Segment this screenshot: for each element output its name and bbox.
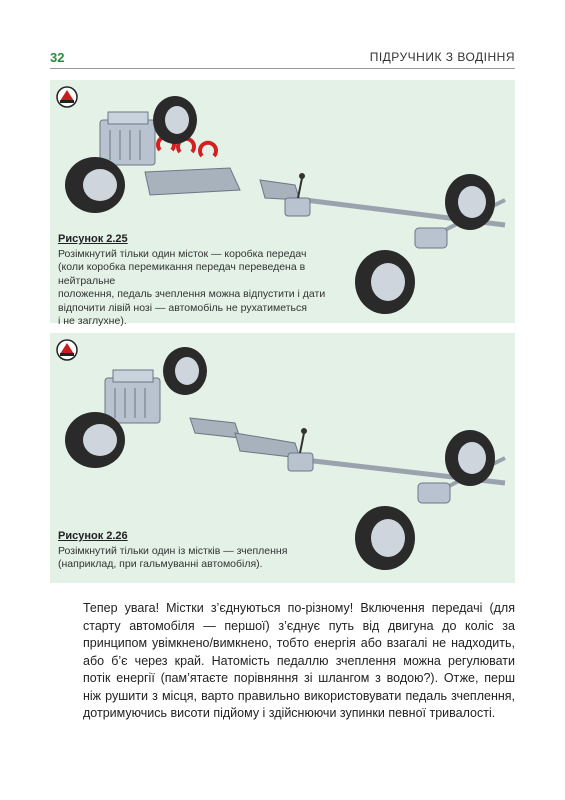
caption-line: положення, педаль зчеплення можна відпустити і дати [58,288,326,300]
figure-2-25 [50,80,515,327]
caption-line: і не заглухне). [58,315,127,327]
figure-title: Рисунок 2.25 [58,233,128,245]
caption-line: Розімкнутий тільки один місток — коробка передач [58,247,307,260]
wheel-icon [355,250,415,314]
wheel-icon [445,174,495,230]
figure-2-26 [50,333,515,583]
caption-line: відпочити лівій нозі — автомобіль не рухатиметься [58,301,307,314]
page-header [50,50,515,68]
engine-icon [105,370,160,423]
figure-caption [58,233,358,329]
caption-line: (коли коробка перемикання передач переведена в нейтральне [58,261,306,287]
wheel-icon [355,506,415,570]
running-title: ПІДРУЧНИК З ВОДІННЯ [369,50,515,64]
header-rule [50,68,515,69]
figure-title: Рисунок 2.26 [58,530,128,542]
caption-line: (наприклад, при гальмуванні автомобіля). [58,558,263,570]
page-number: 32 [50,50,65,65]
wheel-icon [65,157,125,213]
figure-caption [58,530,358,572]
body-paragraph: Тепер увага! Містки з’єднуються по-різному! Включення передачі (для старту автомобіля — першої) з’єднує путь від двигуна до коліс за принципом увімкнено/вимкнено, тобто енергія або взагалі не надходить, або б’є через край. Натомість педаллю зчеплення можна регулювати потік енергії (пам’ятаєте порівняння зі шлангом з водою?). Отже, перш ніж рушити з місця, варто правильно використовувати педаль зчеплення, дотримуючись висоти підйому і здійснюючи зупинки певної тривалості. [83,601,515,720]
caption-line: Розімкнутий тільки один із містків — зчеплення [58,544,288,557]
wheel-icon [163,347,207,395]
engine-icon [100,112,155,165]
wheel-icon [153,96,197,144]
wheel-icon [445,430,495,486]
wheel-icon [65,412,125,468]
